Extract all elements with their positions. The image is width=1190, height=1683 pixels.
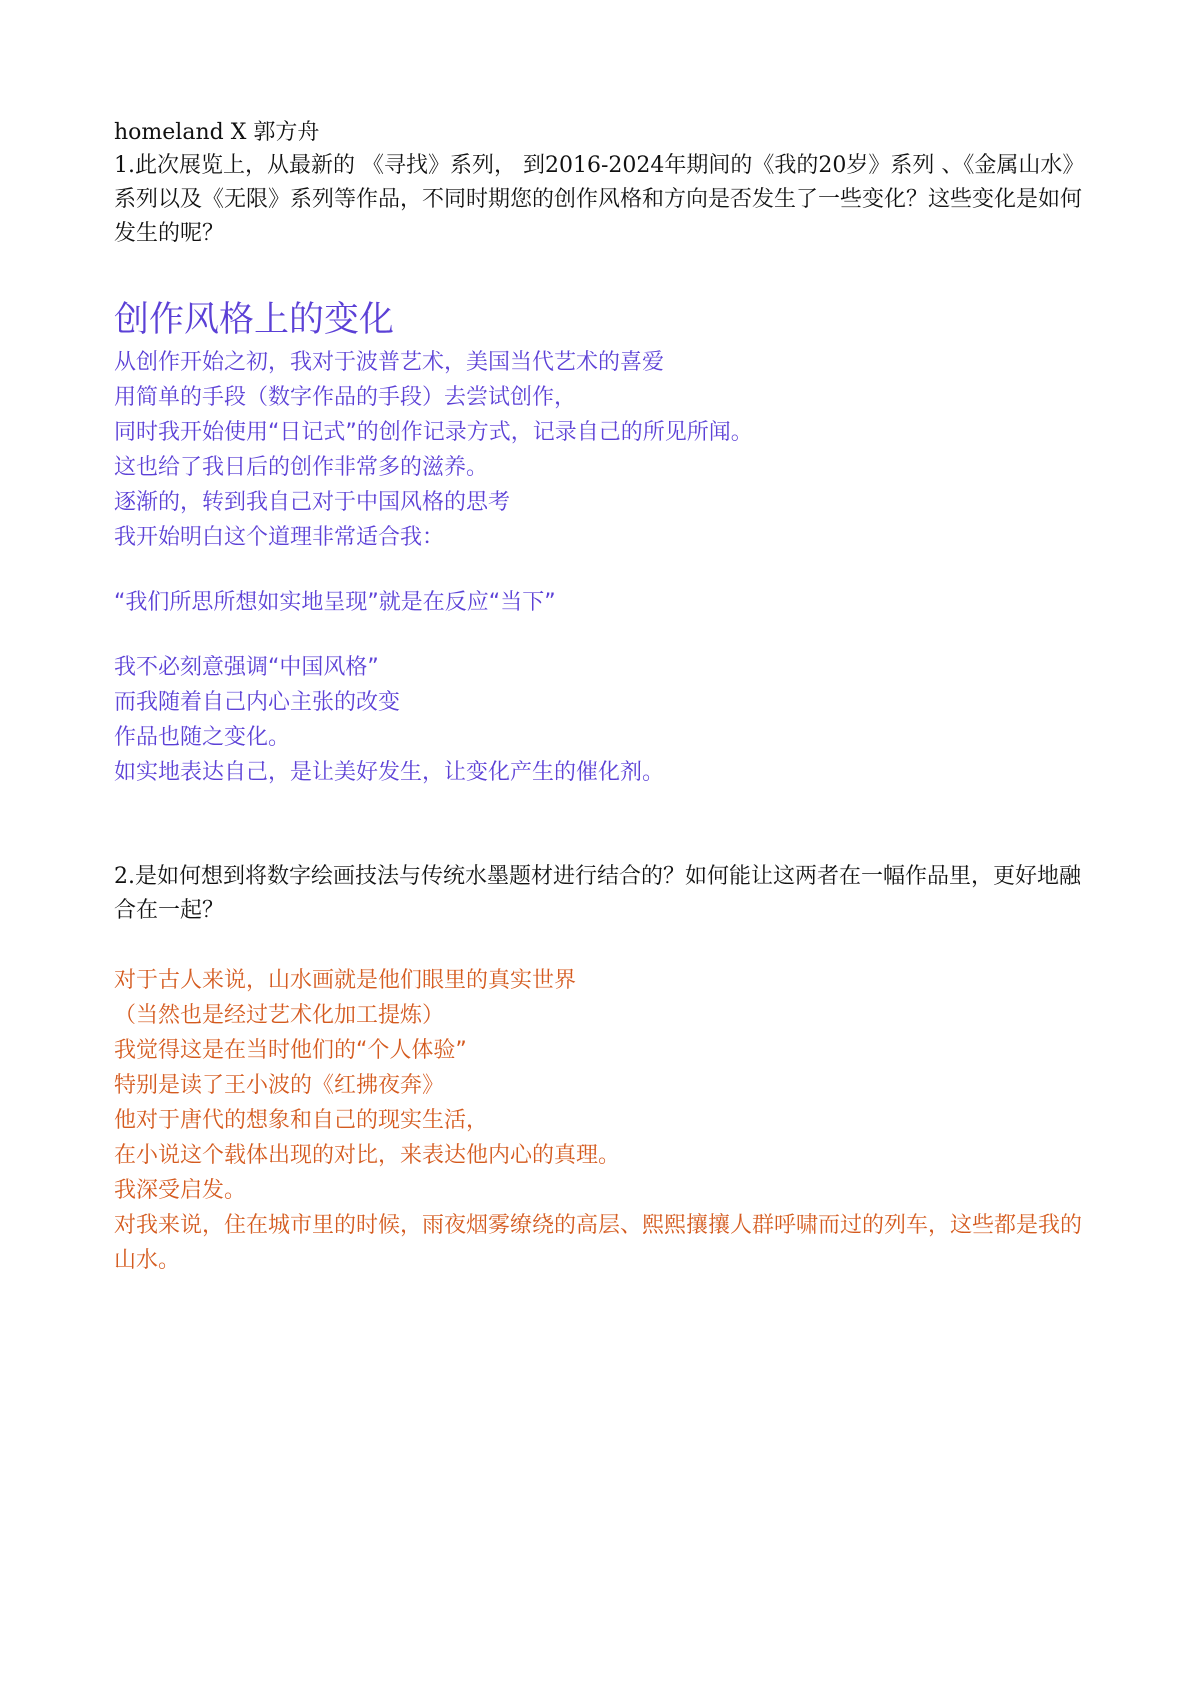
document-page [114,117,1094,1278]
answer-2-line: 对我来说，住在城市里的时候，雨夜烟雾缭绕的高层、熙熙攘攘人群呼啸而过的列车，这些都是我的山水。 [114,1213,1083,1273]
answer-2-line: 特别是读了王小波的《红拂夜奔》 [114,1073,445,1098]
question-2: 2.是如何想到将数字绘画技法与传统水墨题材进行结合的？如何能让这两者在一幅作品里，更好地融合在一起？ [114,864,1081,923]
answer-1-line: 我开始明白这个道理非常适合我： [114,525,445,550]
answer-1-quote: “我们所思所想如实地呈现”就是在反应“当下” [114,590,556,615]
answer-2-line: 我深受启发。 [114,1178,247,1203]
answer-1-line: 这也给了我日后的创作非常多的滋养。 [114,455,489,480]
answer-1-paragraph-2 [114,650,1094,790]
answer-2-line: 他对于唐代的想象和自己的现实生活， [114,1108,489,1133]
answer-1-line: 我不必刻意强调“中国风格” [114,655,379,680]
question-1: 1.此次展览上，从最新的 《寻找》系列， 到2016-2024年期间的《我的20岁》系列 、《金属山水》系列以及《无限》系列等作品，不同时期您的创作风格和方向是否发生了一些变化？这些变化是如何发生的呢？ [114,153,1085,246]
answer-1-line: 逐渐的，转到我自己对于中国风格的思考 [114,490,511,515]
answer-2 [114,963,1094,1278]
answer-1-paragraph-1 [114,345,1094,555]
answer-2-line: 在小说这个载体出现的对比，来表达他内心的真理。 [114,1143,621,1168]
answer-1-heading: 创作风格上的变化 [114,300,395,340]
answer-1-line: 作品也随之变化。 [114,725,291,750]
answer-1-line: 从创作开始之初，我对于波普艺术，美国当代艺术的喜爱 [114,350,665,375]
spacer [114,620,1094,650]
answer-2-line: 对于古人来说，山水画就是他们眼里的真实世界 [114,968,577,993]
document-title: homeland X 郭方舟 [114,120,320,145]
answer-2-line: 我觉得这是在当时他们的“个人体验” [114,1038,467,1063]
answer-1-line: 用简单的手段（数字作品的手段）去尝试创作， [114,385,577,410]
spacer [114,555,1094,585]
answer-1-line: 同时我开始使用“日记式”的创作记录方式，记录自己的所见所闻。 [114,420,753,445]
answer-1-line: 而我随着自己内心主张的改变 [114,690,401,715]
answer-1-line: 如实地表达自己，是让美好发生，让变化产生的催化剂。 [114,760,665,785]
answer-2-line: （当然也是经过艺术化加工提炼） [114,1003,445,1028]
